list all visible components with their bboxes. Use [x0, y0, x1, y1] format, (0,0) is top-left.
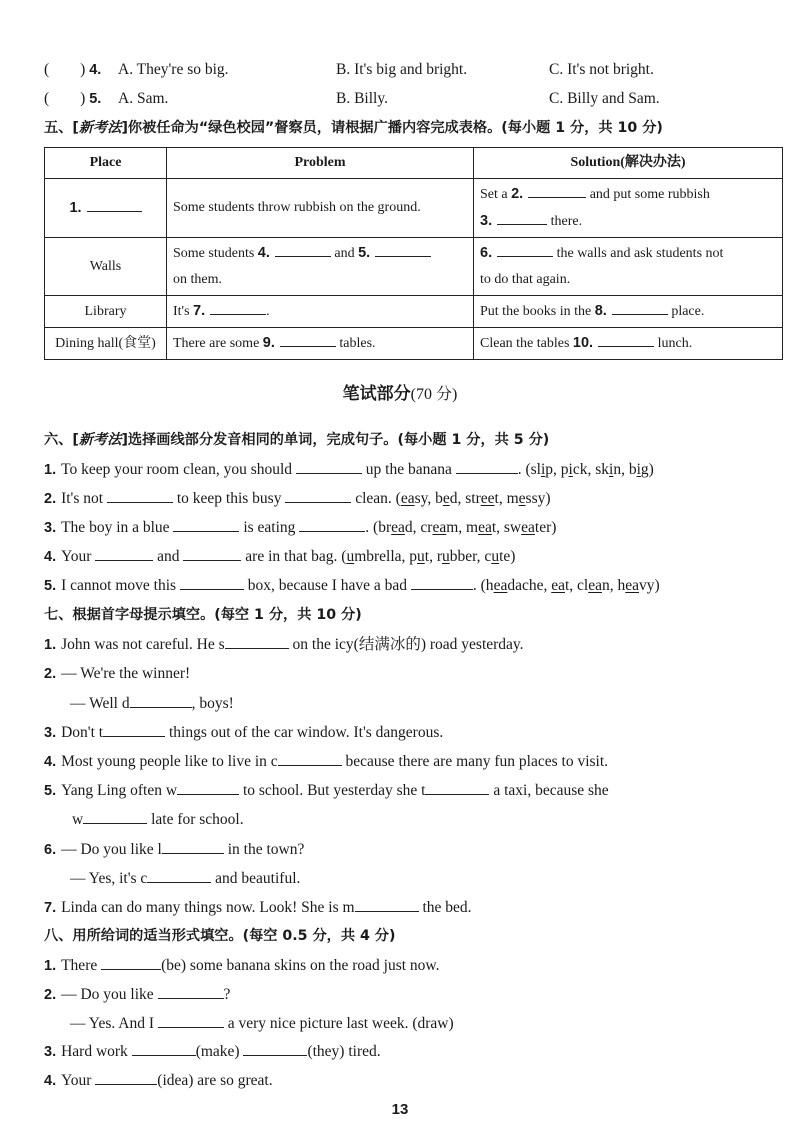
option-c: C. Billy and Sam. — [549, 90, 660, 107]
s8-question-4: 4. Your (idea) are so great. — [44, 1072, 273, 1089]
question-4-line — [44, 60, 106, 80]
blank — [285, 488, 351, 503]
option-b: B. Billy. — [336, 90, 388, 107]
problem-cell: Some students throw rubbish on the ground. — [167, 179, 474, 238]
blank — [83, 809, 147, 824]
option-b: B. It's big and bright. — [336, 61, 468, 78]
option-c: C. It's not bright. — [549, 61, 654, 78]
written-part-title: 笔试部分(70 分) — [342, 384, 458, 404]
s7-question-5: 5. Yang Ling often w to school. But yesterday she t a taxi, because she — [44, 782, 609, 799]
place-cell: 1. — [45, 179, 167, 238]
answer-paren: ( ) — [44, 90, 86, 107]
s8-question-2-reply: — Yes. And I a very nice picture last week. (draw) — [70, 1015, 454, 1032]
header-problem: Problem — [167, 148, 474, 179]
answer-paren: ( ) — [44, 61, 86, 78]
place-cell: Dining hall(食堂) — [45, 328, 167, 360]
option-a: A. Sam. — [118, 90, 169, 107]
blank — [456, 459, 518, 474]
s6-question-5: 5. I cannot move this box, because I have a bad . (headache, eat, clean, heavy) — [44, 577, 660, 594]
header-solution: Solution(解决办法) — [474, 148, 783, 179]
solution-cell: Clean the tables 10. lunch. — [474, 328, 783, 360]
blank — [612, 300, 668, 315]
blank — [278, 751, 342, 766]
s7-question-5-cont: w late for school. — [72, 811, 244, 828]
s6-question-1: 1. To keep your room clean, you should up the banana . (slip, pick, skin, big) — [44, 461, 654, 478]
blank — [243, 1041, 307, 1056]
blank — [173, 517, 239, 532]
page-number: 13 — [391, 1101, 409, 1118]
blank — [296, 459, 362, 474]
blank — [425, 780, 489, 795]
solution-cell: 6. the walls and ask students not to do that again. — [474, 238, 783, 296]
s7-question-6-reply: — Yes, it's c and beautiful. — [70, 870, 301, 887]
problem-cell: It's 7. . — [167, 296, 474, 328]
s7-question-4: 4. Most young people like to live in c because there are many fun places to visit. — [44, 753, 609, 770]
new-exam-tag: 新考法 — [78, 432, 122, 448]
blank — [158, 984, 224, 999]
s7-question-7: 7. Linda can do many things now. Look! She is m the bed. — [44, 899, 472, 916]
blank — [177, 780, 239, 795]
blank — [103, 722, 165, 737]
blank — [210, 300, 266, 315]
blank — [107, 488, 173, 503]
question-5-line — [44, 89, 106, 109]
blank — [280, 332, 336, 347]
table-row — [45, 238, 783, 296]
blank — [225, 634, 289, 649]
s8-question-1: 1. There (be) some banana skins on the road just now. — [44, 957, 440, 974]
option-a: A. They're so big. — [118, 61, 229, 78]
s7-question-3: 3. Don't t things out of the car window. It's dangerous. — [44, 724, 444, 741]
s8-question-3: 3. Hard work (make) (they) tired. — [44, 1043, 381, 1060]
question-number: 5. — [89, 91, 102, 107]
section-8-heading: 八、用所给词的适当形式填空。(每空 0.5 分，共 4 分) — [44, 928, 396, 944]
blank — [528, 183, 586, 198]
blank — [158, 1013, 224, 1028]
s6-question-3: 3. The boy in a blue is eating . (bread, cream, meat, sweater) — [44, 519, 557, 536]
s6-question-4: 4. Your and are in that bag. (umbrella, put, rubber, cute) — [44, 548, 516, 565]
blank — [299, 517, 365, 532]
problem-cell: There are some 9. tables. — [167, 328, 474, 360]
blank — [355, 897, 419, 912]
blank — [180, 575, 244, 590]
s7-question-2: 2. — We're the winner! — [44, 665, 191, 682]
blank — [95, 1070, 157, 1085]
s7-question-6: 6. — Do you like l in the town? — [44, 841, 305, 858]
blank — [598, 332, 654, 347]
blank — [87, 197, 142, 212]
blank — [132, 1041, 196, 1056]
blank — [183, 546, 241, 561]
new-exam-tag: 新考法 — [78, 120, 122, 136]
blank — [411, 575, 473, 590]
section-7-heading: 七、根据首字母提示填空。(每空 1 分，共 10 分) — [44, 607, 362, 623]
table-row — [45, 296, 783, 328]
blank — [497, 210, 547, 225]
problem-cell: Some students 4. and 5. on them. — [167, 238, 474, 296]
blank — [101, 955, 161, 970]
blank — [95, 546, 153, 561]
place-cell: Library — [45, 296, 167, 328]
blank — [162, 839, 224, 854]
header-place: Place — [45, 148, 167, 179]
table-row — [45, 328, 783, 360]
blank — [275, 242, 331, 257]
inspection-table — [44, 147, 783, 360]
table-header-row — [45, 148, 783, 179]
blank — [375, 242, 431, 257]
blank — [130, 693, 192, 708]
solution-cell: Put the books in the 8. place. — [474, 296, 783, 328]
solution-cell: Set a 2. and put some rubbish 3. there. — [474, 179, 783, 238]
table-row — [45, 179, 783, 238]
section-6-heading: 六、[新考法]选择画线部分发音相同的单词，完成句子。(每小题 1 分，共 5 分) — [44, 432, 550, 448]
s8-question-2: 2. — Do you like ? — [44, 986, 231, 1003]
section-5-heading: 五、[新考法]你被任命为“绿色校园”督察员，请根据广播内容完成表格。(每小题 1 分，共 10 分) — [44, 120, 663, 136]
blank — [147, 868, 211, 883]
place-cell: Walls — [45, 238, 167, 296]
s7-question-2-reply: — Well d , boys! — [70, 695, 234, 712]
s6-question-2: 2. It's not to keep this busy clean. (easy, bed, street, messy) — [44, 490, 551, 507]
s7-question-1: 1. John was not careful. He s on the icy(结满冰的) road yesterday. — [44, 636, 524, 653]
question-number: 4. — [89, 62, 102, 78]
blank — [497, 242, 553, 257]
